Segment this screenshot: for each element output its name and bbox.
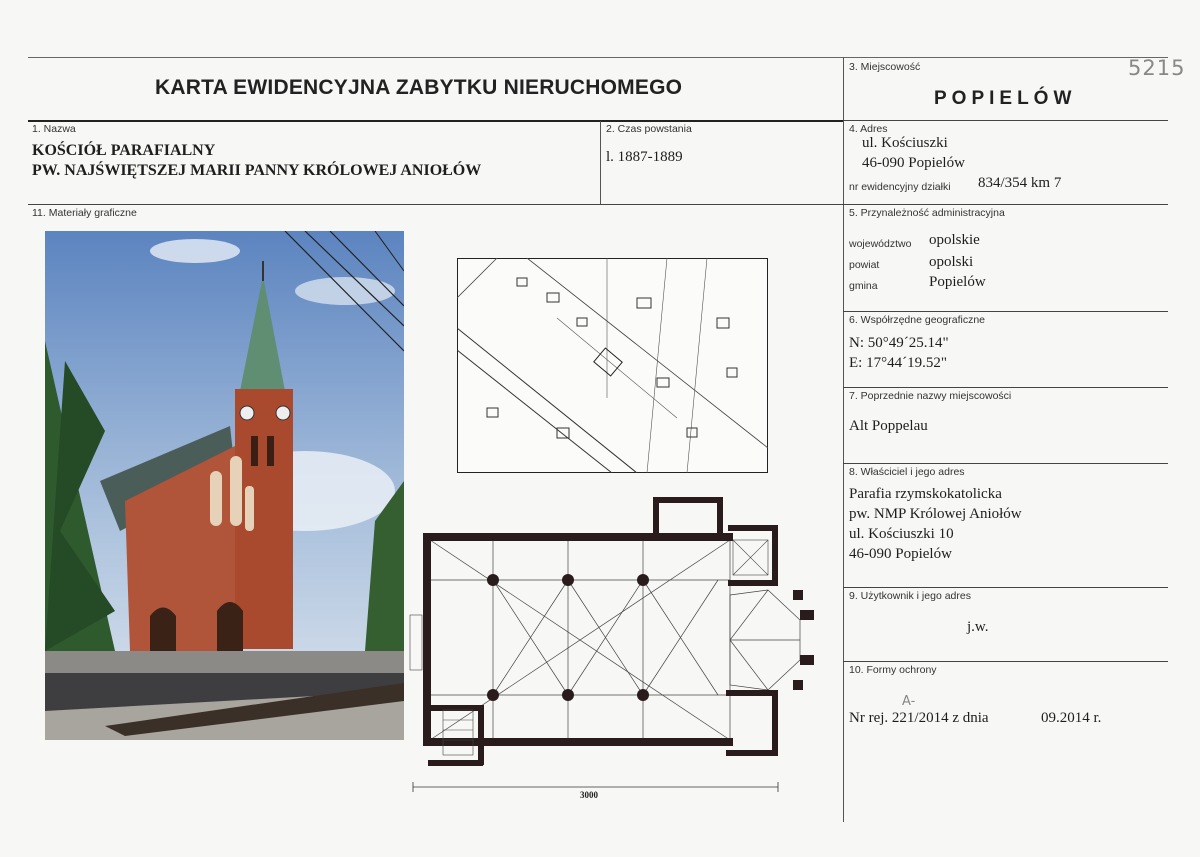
protection-value: Nr rej. 221/2014 z dnia bbox=[849, 710, 989, 726]
owner-divider bbox=[843, 587, 1168, 588]
former-names-label: 7. Poprzednie nazwy miejscowości bbox=[849, 390, 1012, 402]
owner-line-3: ul. Kościuszki 10 bbox=[849, 526, 954, 542]
owner-line-2: pw. NMP Królowej Aniołów bbox=[849, 506, 1022, 522]
owner-line-4: 46-090 Popielów bbox=[849, 546, 952, 562]
town-value: POPIELÓW bbox=[934, 88, 1077, 109]
owner-line-1: Parafia rzymskokatolicka bbox=[849, 486, 1002, 502]
card-title: KARTA EWIDENCYJNA ZABYTKU NIERUCHOMEGO bbox=[155, 76, 683, 99]
parcel-value: 834/354 km 7 bbox=[978, 175, 1062, 191]
floor-plan bbox=[408, 495, 818, 800]
admin-divider bbox=[843, 311, 1168, 312]
name-line-1: KOŚCIÓŁ PARAFIALNY bbox=[32, 142, 216, 159]
coords-divider bbox=[843, 387, 1168, 388]
county-value: opolski bbox=[929, 254, 974, 270]
date-label: 2. Czas powstania bbox=[606, 123, 692, 135]
town-label: 3. Miejscowość bbox=[849, 61, 921, 73]
former-names-value: Alt Poppelau bbox=[849, 418, 928, 434]
column-divider bbox=[843, 57, 844, 822]
address-postal: 46-090 Popielów bbox=[862, 155, 965, 171]
voivodeship-value: opolskie bbox=[929, 232, 980, 248]
top-border bbox=[28, 57, 1168, 58]
name-date-divider bbox=[600, 121, 601, 204]
commune-value: Popielów bbox=[929, 274, 986, 290]
voivodeship-label: województwo bbox=[849, 238, 912, 250]
name-label: 1. Nazwa bbox=[32, 123, 76, 135]
protection-label: 10. Formy ochrony bbox=[849, 664, 937, 676]
user-label: 9. Użytkownik i jego adres bbox=[849, 590, 971, 602]
address-street: ul. Kościuszki bbox=[862, 135, 948, 151]
admin-label: 5. Przynależność administracyjna bbox=[849, 207, 1005, 219]
town-divider bbox=[843, 120, 1168, 121]
coords-north: N: 50°49´25.14" bbox=[849, 335, 949, 351]
handwritten-mark: A- bbox=[902, 694, 916, 709]
user-divider bbox=[843, 661, 1168, 662]
handwritten-number: 5215 bbox=[1128, 56, 1186, 80]
county-label: powiat bbox=[849, 259, 880, 271]
coords-label: 6. Współrzędne geograficzne bbox=[849, 314, 985, 326]
cadastral-map bbox=[457, 258, 768, 473]
parcel-label: nr ewidencyjny działki bbox=[849, 181, 951, 193]
commune-label: gmina bbox=[849, 280, 878, 292]
name-divider bbox=[28, 204, 843, 205]
user-value: j.w. bbox=[967, 619, 989, 635]
address-divider bbox=[843, 204, 1168, 205]
owner-label: 8. Właściciel i jego adres bbox=[849, 466, 965, 478]
name-line-2: PW. NAJŚWIĘTSZEJ MARII PANNY KRÓLOWEJ ANIOŁÓW bbox=[32, 162, 482, 179]
header-divider bbox=[28, 120, 843, 122]
coords-east: E: 17°44´19.52" bbox=[849, 355, 947, 371]
graphics-label: 11. Materiały graficzne bbox=[32, 207, 137, 219]
address-label: 4. Adres bbox=[849, 123, 888, 135]
plan-scale-label: 3000 bbox=[580, 790, 598, 800]
former-names-divider bbox=[843, 463, 1168, 464]
church-photo bbox=[45, 231, 404, 740]
protection-date: 09.2014 r. bbox=[1041, 710, 1102, 726]
date-value: l. 1887-1889 bbox=[606, 149, 683, 165]
